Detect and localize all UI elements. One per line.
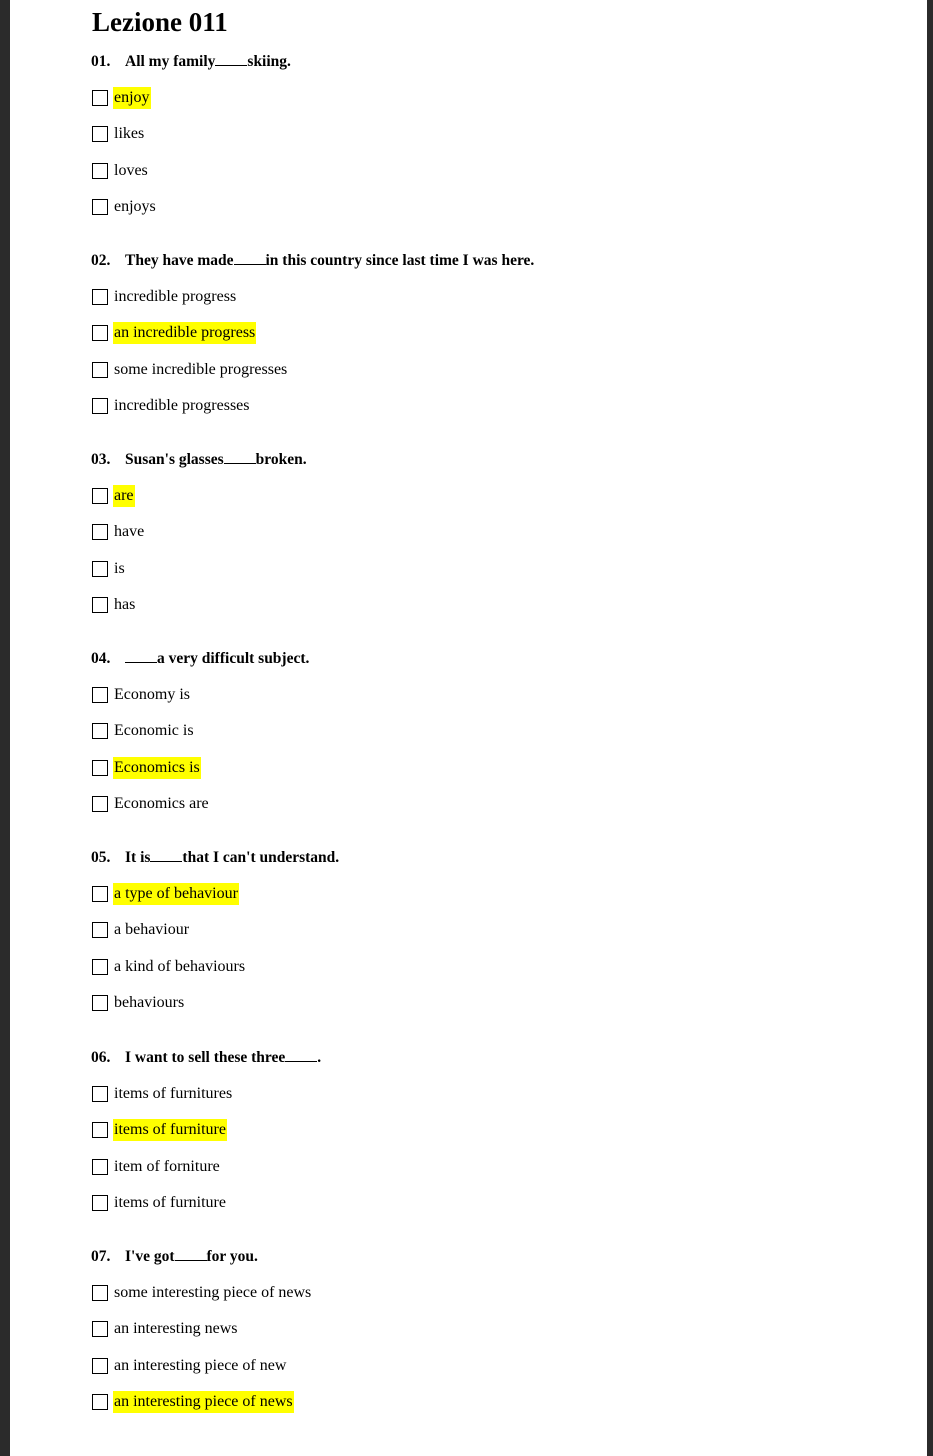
question-text-after: that I can't understand. (182, 849, 340, 866)
checkbox[interactable] (92, 1394, 108, 1410)
answer-option[interactable] (92, 286, 237, 308)
answer-option[interactable] (92, 160, 149, 182)
question-3 (91, 450, 911, 470)
checkbox[interactable] (92, 362, 108, 378)
checkbox[interactable] (92, 886, 108, 902)
checkbox[interactable] (92, 561, 108, 577)
answer-option[interactable] (92, 521, 145, 543)
question-text-after: broken. (255, 451, 307, 468)
answer-blank (150, 848, 182, 862)
question-text-before: All my family (125, 53, 216, 70)
answer-option[interactable] (92, 558, 126, 580)
answer-option[interactable] (92, 1119, 227, 1141)
checkbox[interactable] (92, 922, 108, 938)
highlighted-option-label: an interesting piece of news (113, 1391, 294, 1413)
answer-option[interactable] (92, 1355, 287, 1377)
answer-option[interactable] (92, 594, 136, 616)
answer-blank (175, 1247, 207, 1261)
checkbox[interactable] (92, 488, 108, 504)
answer-blank (125, 649, 157, 663)
page-title: Lezione 011 (92, 7, 228, 37)
checkbox[interactable] (92, 995, 108, 1011)
question-text-after: for you. (206, 1248, 258, 1265)
question-text-before: Susan's glasses (125, 451, 224, 468)
option-label: incredible progresses (114, 397, 250, 414)
answer-option[interactable] (92, 757, 201, 779)
answer-blank (285, 1048, 317, 1062)
highlighted-option-label: an incredible progress (113, 322, 256, 344)
question-number: 07. (91, 1248, 111, 1265)
answer-option[interactable] (92, 196, 157, 218)
answer-option[interactable] (92, 123, 145, 145)
question-1 (91, 52, 911, 72)
question-7 (91, 1247, 911, 1267)
answer-option[interactable] (92, 395, 251, 417)
question-text-before: It is (125, 849, 151, 866)
checkbox[interactable] (92, 1122, 108, 1138)
option-label: loves (114, 162, 148, 179)
option-label: incredible progress (114, 288, 237, 305)
answer-option[interactable] (92, 1282, 312, 1304)
option-label: a behaviour (114, 921, 190, 938)
checkbox[interactable] (92, 1086, 108, 1102)
answer-blank (234, 251, 266, 265)
answer-option[interactable] (92, 485, 135, 507)
question-number: 04. (91, 650, 111, 667)
checkbox[interactable] (92, 398, 108, 414)
option-label: have (114, 523, 145, 540)
answer-option[interactable] (92, 1156, 221, 1178)
answer-option[interactable] (92, 87, 151, 109)
checkbox[interactable] (92, 597, 108, 613)
checkbox[interactable] (92, 126, 108, 142)
answer-option[interactable] (92, 1391, 294, 1413)
checkbox[interactable] (92, 289, 108, 305)
option-label: has (114, 596, 136, 613)
answer-option[interactable] (92, 883, 239, 905)
checkbox[interactable] (92, 1358, 108, 1374)
option-label: an interesting news (114, 1320, 238, 1337)
option-label: item of forniture (114, 1158, 220, 1175)
answer-option[interactable] (92, 720, 195, 742)
answer-option[interactable] (92, 1318, 239, 1340)
checkbox[interactable] (92, 1195, 108, 1211)
question-text-after: skiing. (247, 53, 291, 70)
question-text-after: . (317, 1049, 322, 1066)
question-text-after: a very difficult subject. (157, 650, 310, 667)
question-number: 02. (91, 252, 111, 269)
answer-option[interactable] (92, 684, 191, 706)
answer-option[interactable] (92, 1083, 233, 1105)
answer-option[interactable] (92, 322, 256, 344)
answer-blank (215, 52, 247, 66)
option-label: items of furniture (114, 1194, 226, 1211)
document-page (10, 0, 927, 1456)
option-label: likes (114, 125, 145, 142)
option-label: Economic is (114, 722, 194, 739)
checkbox[interactable] (92, 325, 108, 341)
checkbox[interactable] (92, 1285, 108, 1301)
answer-option[interactable] (92, 992, 185, 1014)
checkbox[interactable] (92, 199, 108, 215)
question-number: 01. (91, 53, 111, 70)
option-label: behaviours (114, 994, 185, 1011)
question-number: 06. (91, 1049, 111, 1066)
checkbox[interactable] (92, 687, 108, 703)
checkbox[interactable] (92, 959, 108, 975)
highlighted-option-label: a type of behaviour (113, 883, 239, 905)
checkbox[interactable] (92, 1321, 108, 1337)
option-label: an interesting piece of new (114, 1357, 287, 1374)
checkbox[interactable] (92, 1159, 108, 1175)
answer-option[interactable] (92, 793, 210, 815)
option-label: items of furnitures (114, 1085, 233, 1102)
question-5 (91, 848, 911, 868)
option-label: is (114, 560, 125, 577)
option-label: some incredible progresses (114, 361, 288, 378)
checkbox[interactable] (92, 796, 108, 812)
option-label: Economics are (114, 795, 209, 812)
answer-blank (224, 450, 256, 464)
question-text-before: They have made (125, 252, 234, 269)
checkbox[interactable] (92, 90, 108, 106)
highlighted-option-label: are (113, 485, 135, 507)
question-text-before: I want to sell these three (125, 1049, 286, 1066)
answer-option[interactable] (92, 359, 288, 381)
highlighted-option-label: items of furniture (113, 1119, 227, 1141)
answer-option[interactable] (92, 956, 246, 978)
question-text-after: in this country since last time I was here. (265, 252, 535, 269)
question-4 (91, 649, 911, 669)
question-6 (91, 1048, 911, 1068)
checkbox[interactable] (92, 760, 108, 776)
question-2 (91, 251, 911, 271)
highlighted-option-label: enjoy (113, 87, 151, 109)
question-number: 03. (91, 451, 111, 468)
question-number: 05. (91, 849, 111, 866)
checkbox[interactable] (92, 723, 108, 739)
option-label: Economy is (114, 686, 190, 703)
option-label: some interesting piece of news (114, 1284, 312, 1301)
checkbox[interactable] (92, 163, 108, 179)
question-text-before: I've got (125, 1248, 175, 1265)
option-label: enjoys (114, 198, 156, 215)
checkbox[interactable] (92, 524, 108, 540)
answer-option[interactable] (92, 919, 190, 941)
highlighted-option-label: Economics is (113, 757, 201, 779)
answer-option[interactable] (92, 1192, 227, 1214)
option-label: a kind of behaviours (114, 958, 246, 975)
